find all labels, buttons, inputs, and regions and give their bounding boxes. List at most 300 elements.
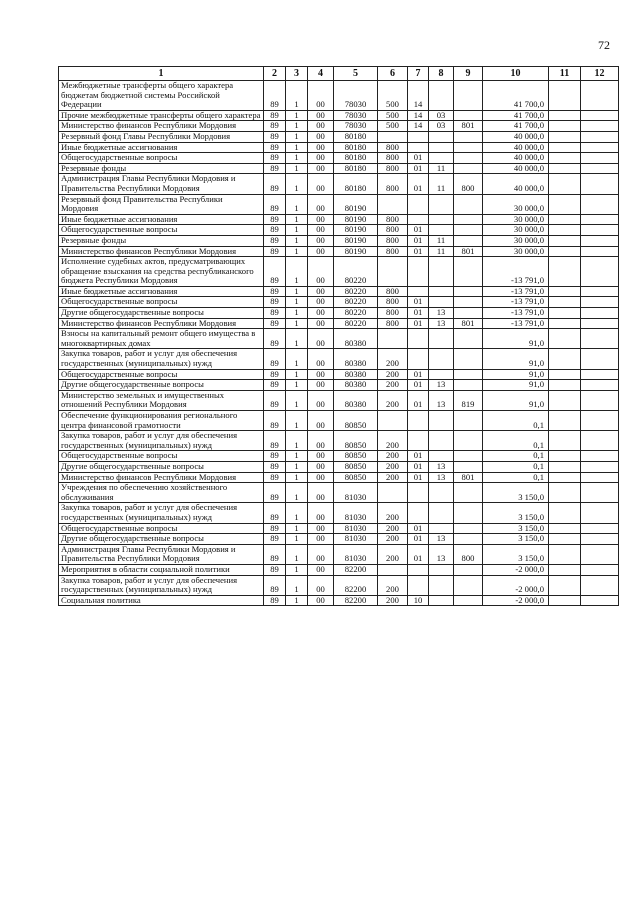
row-value-cell: [581, 380, 619, 391]
row-value-cell: 89: [264, 246, 286, 257]
table-row: [59, 390, 619, 410]
row-name-cell: Общегосударственные вопросы: [59, 297, 264, 308]
row-value-cell: [581, 575, 619, 595]
row-value-cell: 89: [264, 163, 286, 174]
row-value-cell: [549, 225, 581, 236]
row-name-cell: Резервный фонд Главы Республики Мордовия: [59, 131, 264, 142]
row-value-cell: 00: [308, 163, 334, 174]
row-value-cell: [454, 163, 483, 174]
row-value-cell: 1: [286, 380, 308, 391]
row-value-cell: 41 700,0: [483, 121, 549, 132]
row-value-cell: [408, 483, 429, 503]
row-value-cell: 00: [308, 153, 334, 164]
row-value-cell: [454, 380, 483, 391]
row-value-cell: 89: [264, 483, 286, 503]
row-value-cell: 800: [378, 174, 408, 194]
row-value-cell: 800: [454, 174, 483, 194]
row-value-cell: 01: [408, 225, 429, 236]
table-row: [59, 483, 619, 503]
row-value-cell: 00: [308, 461, 334, 472]
table-body: [59, 81, 619, 606]
row-value-cell: 01: [408, 308, 429, 319]
row-value-cell: [581, 142, 619, 153]
row-name-cell: Иные бюджетные ассигнования: [59, 142, 264, 153]
row-value-cell: 200: [378, 451, 408, 462]
row-value-cell: 41 700,0: [483, 110, 549, 121]
row-value-cell: 1: [286, 461, 308, 472]
row-value-cell: 00: [308, 349, 334, 369]
row-value-cell: 89: [264, 595, 286, 606]
row-value-cell: 80220: [334, 318, 378, 329]
row-value-cell: -13 791,0: [483, 318, 549, 329]
row-value-cell: [378, 329, 408, 349]
table-row: [59, 153, 619, 164]
row-name-cell: Общегосударственные вопросы: [59, 225, 264, 236]
row-value-cell: 200: [378, 472, 408, 483]
row-value-cell: 13: [429, 472, 454, 483]
row-value-cell: 89: [264, 349, 286, 369]
row-value-cell: 80180: [334, 153, 378, 164]
row-value-cell: [408, 286, 429, 297]
row-value-cell: [549, 575, 581, 595]
row-name-cell: Обеспечение функционирования регионального центра финансовой грамотности: [59, 411, 264, 431]
row-value-cell: [429, 595, 454, 606]
row-value-cell: [408, 131, 429, 142]
row-value-cell: 1: [286, 369, 308, 380]
row-value-cell: 89: [264, 472, 286, 483]
row-value-cell: 89: [264, 461, 286, 472]
row-value-cell: [429, 451, 454, 462]
row-value-cell: 80190: [334, 246, 378, 257]
row-value-cell: 82200: [334, 575, 378, 595]
row-name-cell: Администрация Главы Республики Мордовия и Правительства Республики Мордовия: [59, 174, 264, 194]
table-row: [59, 503, 619, 523]
row-value-cell: 1: [286, 523, 308, 534]
row-value-cell: 1: [286, 110, 308, 121]
row-value-cell: 40 000,0: [483, 153, 549, 164]
table-row: [59, 534, 619, 545]
row-value-cell: 00: [308, 380, 334, 391]
row-value-cell: [454, 153, 483, 164]
row-value-cell: 1: [286, 534, 308, 545]
row-value-cell: [429, 225, 454, 236]
row-value-cell: 80180: [334, 163, 378, 174]
row-name-cell: Другие общегосударственные вопросы: [59, 308, 264, 319]
row-value-cell: [454, 286, 483, 297]
row-value-cell: 800: [378, 246, 408, 257]
table-row: [59, 81, 619, 111]
row-value-cell: -13 791,0: [483, 308, 549, 319]
row-value-cell: 200: [378, 380, 408, 391]
row-value-cell: 89: [264, 286, 286, 297]
row-value-cell: 01: [408, 534, 429, 545]
row-name-cell: Министерство финансов Республики Мордовия: [59, 472, 264, 483]
row-value-cell: 13: [429, 544, 454, 564]
row-value-cell: [581, 369, 619, 380]
row-value-cell: [429, 483, 454, 503]
row-name-cell: Другие общегосударственные вопросы: [59, 534, 264, 545]
row-value-cell: 200: [378, 390, 408, 410]
row-value-cell: 1: [286, 163, 308, 174]
row-value-cell: [581, 483, 619, 503]
table-row: [59, 286, 619, 297]
row-value-cell: 00: [308, 329, 334, 349]
table-row: [59, 121, 619, 132]
row-value-cell: [454, 329, 483, 349]
row-value-cell: 89: [264, 544, 286, 564]
row-value-cell: 500: [378, 81, 408, 111]
table-row: [59, 595, 619, 606]
row-name-cell: Прочие межбюджетные трансферты общего характера: [59, 110, 264, 121]
row-name-cell: Мероприятия в области социальной политики: [59, 564, 264, 575]
row-value-cell: 1: [286, 472, 308, 483]
row-value-cell: [581, 163, 619, 174]
row-value-cell: 80190: [334, 235, 378, 246]
row-value-cell: 89: [264, 297, 286, 308]
row-value-cell: 89: [264, 235, 286, 246]
column-header: 10: [483, 67, 549, 81]
row-value-cell: [549, 451, 581, 462]
row-value-cell: 10: [408, 595, 429, 606]
row-value-cell: 800: [378, 153, 408, 164]
row-value-cell: [408, 329, 429, 349]
table-row: [59, 246, 619, 257]
row-value-cell: 89: [264, 121, 286, 132]
row-value-cell: 80220: [334, 297, 378, 308]
row-value-cell: [549, 297, 581, 308]
row-value-cell: 89: [264, 308, 286, 319]
row-value-cell: 1: [286, 153, 308, 164]
row-value-cell: 1: [286, 329, 308, 349]
row-value-cell: 14: [408, 121, 429, 132]
row-value-cell: 82200: [334, 595, 378, 606]
row-value-cell: 1: [286, 142, 308, 153]
row-value-cell: 0,1: [483, 431, 549, 451]
row-value-cell: [549, 390, 581, 410]
column-header: 12: [581, 67, 619, 81]
row-value-cell: 89: [264, 257, 286, 287]
row-name-cell: Общегосударственные вопросы: [59, 153, 264, 164]
row-value-cell: 1: [286, 131, 308, 142]
row-value-cell: [454, 483, 483, 503]
row-value-cell: 800: [378, 297, 408, 308]
row-value-cell: [549, 523, 581, 534]
row-value-cell: 80220: [334, 257, 378, 287]
row-value-cell: 1: [286, 174, 308, 194]
row-name-cell: Резервные фонды: [59, 235, 264, 246]
row-value-cell: [549, 153, 581, 164]
row-value-cell: 1: [286, 297, 308, 308]
row-value-cell: [549, 472, 581, 483]
row-value-cell: [549, 564, 581, 575]
row-value-cell: 91,0: [483, 369, 549, 380]
row-value-cell: 0,1: [483, 472, 549, 483]
row-value-cell: 00: [308, 451, 334, 462]
row-value-cell: 80850: [334, 431, 378, 451]
row-value-cell: [549, 503, 581, 523]
row-value-cell: 0,1: [483, 451, 549, 462]
row-value-cell: 801: [454, 121, 483, 132]
row-value-cell: 200: [378, 523, 408, 534]
row-value-cell: 01: [408, 380, 429, 391]
row-value-cell: [454, 349, 483, 369]
row-value-cell: 30 000,0: [483, 214, 549, 225]
row-value-cell: [454, 534, 483, 545]
row-value-cell: [581, 544, 619, 564]
row-value-cell: 0,1: [483, 411, 549, 431]
row-value-cell: 00: [308, 575, 334, 595]
row-name-cell: Общегосударственные вопросы: [59, 451, 264, 462]
row-value-cell: 00: [308, 503, 334, 523]
table-row: [59, 575, 619, 595]
row-name-cell: Другие общегосударственные вопросы: [59, 380, 264, 391]
row-value-cell: 78030: [334, 121, 378, 132]
row-value-cell: [429, 81, 454, 111]
row-value-cell: 800: [378, 318, 408, 329]
row-value-cell: [454, 257, 483, 287]
table-row: [59, 411, 619, 431]
row-value-cell: 41 700,0: [483, 81, 549, 111]
row-value-cell: [549, 308, 581, 319]
row-value-cell: 89: [264, 411, 286, 431]
row-value-cell: [581, 110, 619, 121]
row-value-cell: [454, 235, 483, 246]
table-row: [59, 235, 619, 246]
row-value-cell: [549, 369, 581, 380]
row-value-cell: 01: [408, 544, 429, 564]
table-row: [59, 214, 619, 225]
row-value-cell: [581, 81, 619, 111]
column-header: 6: [378, 67, 408, 81]
row-value-cell: -13 791,0: [483, 297, 549, 308]
row-value-cell: [378, 483, 408, 503]
row-value-cell: [581, 451, 619, 462]
row-value-cell: 89: [264, 142, 286, 153]
row-value-cell: 81030: [334, 523, 378, 534]
row-value-cell: [581, 595, 619, 606]
row-value-cell: 00: [308, 286, 334, 297]
row-value-cell: [454, 81, 483, 111]
row-value-cell: [408, 214, 429, 225]
row-value-cell: 00: [308, 214, 334, 225]
row-value-cell: 91,0: [483, 329, 549, 349]
table-row: [59, 431, 619, 451]
row-value-cell: 00: [308, 523, 334, 534]
row-value-cell: 89: [264, 174, 286, 194]
row-value-cell: [549, 349, 581, 369]
row-value-cell: 81030: [334, 483, 378, 503]
table-row: [59, 349, 619, 369]
row-value-cell: 200: [378, 503, 408, 523]
row-value-cell: 00: [308, 483, 334, 503]
row-name-cell: Взносы на капитальный ремонт общего имущества в многоквартирных домах: [59, 329, 264, 349]
row-value-cell: 01: [408, 318, 429, 329]
row-name-cell: Общегосударственные вопросы: [59, 523, 264, 534]
row-value-cell: 801: [454, 472, 483, 483]
table-row: [59, 472, 619, 483]
row-value-cell: 00: [308, 225, 334, 236]
row-name-cell: Закупка товаров, работ и услуг для обеспечения государственных (муниципальных) нужд: [59, 349, 264, 369]
row-value-cell: [454, 564, 483, 575]
row-value-cell: 200: [378, 431, 408, 451]
table-row: [59, 174, 619, 194]
row-value-cell: 500: [378, 121, 408, 132]
table-row: [59, 461, 619, 472]
row-value-cell: [581, 174, 619, 194]
row-value-cell: [429, 297, 454, 308]
row-value-cell: 80850: [334, 451, 378, 462]
row-value-cell: 01: [408, 246, 429, 257]
column-header: 4: [308, 67, 334, 81]
row-value-cell: 89: [264, 214, 286, 225]
row-value-cell: [581, 349, 619, 369]
row-value-cell: 1: [286, 575, 308, 595]
row-value-cell: 00: [308, 110, 334, 121]
row-value-cell: [581, 297, 619, 308]
column-header: 8: [429, 67, 454, 81]
row-value-cell: 1: [286, 451, 308, 462]
row-value-cell: [378, 257, 408, 287]
row-value-cell: 800: [378, 214, 408, 225]
row-value-cell: 11: [429, 163, 454, 174]
table-row: [59, 369, 619, 380]
row-value-cell: 01: [408, 163, 429, 174]
row-value-cell: 3 150,0: [483, 534, 549, 545]
row-value-cell: 80380: [334, 369, 378, 380]
row-value-cell: 89: [264, 194, 286, 214]
row-value-cell: 1: [286, 246, 308, 257]
row-value-cell: [581, 214, 619, 225]
column-header: 11: [549, 67, 581, 81]
row-value-cell: [549, 411, 581, 431]
row-value-cell: [581, 308, 619, 319]
row-value-cell: [549, 483, 581, 503]
row-value-cell: 1: [286, 257, 308, 287]
row-value-cell: 80380: [334, 380, 378, 391]
table-row: [59, 564, 619, 575]
table-row: [59, 131, 619, 142]
row-value-cell: [408, 257, 429, 287]
column-header: 1: [59, 67, 264, 81]
row-name-cell: Администрация Главы Республики Мордовия и Правительства Республики Мордовия: [59, 544, 264, 564]
row-value-cell: 13: [429, 461, 454, 472]
row-value-cell: 01: [408, 174, 429, 194]
row-value-cell: 200: [378, 595, 408, 606]
row-value-cell: [549, 380, 581, 391]
row-value-cell: -2 000,0: [483, 595, 549, 606]
table-header-row: [59, 67, 619, 81]
row-value-cell: 01: [408, 390, 429, 410]
row-value-cell: [581, 564, 619, 575]
row-value-cell: 14: [408, 81, 429, 111]
row-value-cell: [549, 534, 581, 545]
row-value-cell: 800: [378, 308, 408, 319]
row-value-cell: [378, 131, 408, 142]
row-value-cell: 3 150,0: [483, 483, 549, 503]
row-value-cell: 01: [408, 297, 429, 308]
row-value-cell: [581, 235, 619, 246]
row-name-cell: Межбюджетные трансферты общего характера бюджетам бюджетной системы Российской Федерации: [59, 81, 264, 111]
row-value-cell: [454, 297, 483, 308]
row-value-cell: 80380: [334, 390, 378, 410]
table-row: [59, 380, 619, 391]
row-value-cell: [549, 246, 581, 257]
row-value-cell: 30 000,0: [483, 235, 549, 246]
row-value-cell: 81030: [334, 544, 378, 564]
row-value-cell: [429, 411, 454, 431]
row-value-cell: [454, 194, 483, 214]
row-value-cell: 40 000,0: [483, 131, 549, 142]
row-value-cell: [581, 329, 619, 349]
budget-table: [58, 66, 619, 606]
row-value-cell: [581, 461, 619, 472]
row-value-cell: [581, 225, 619, 236]
row-value-cell: 00: [308, 297, 334, 308]
row-value-cell: [429, 131, 454, 142]
row-value-cell: [429, 349, 454, 369]
row-value-cell: 3 150,0: [483, 503, 549, 523]
row-value-cell: 800: [378, 235, 408, 246]
table-row: [59, 318, 619, 329]
table-row: [59, 308, 619, 319]
row-value-cell: [429, 257, 454, 287]
row-name-cell: Министерство земельных и имущественных отношений Республики Мордовия: [59, 390, 264, 410]
row-value-cell: [581, 246, 619, 257]
row-value-cell: [549, 329, 581, 349]
row-value-cell: 1: [286, 544, 308, 564]
row-value-cell: [581, 121, 619, 132]
row-name-cell: Социальная политика: [59, 595, 264, 606]
row-value-cell: 89: [264, 153, 286, 164]
table-row: [59, 523, 619, 534]
table-row: [59, 110, 619, 121]
row-value-cell: [549, 257, 581, 287]
row-value-cell: 800: [378, 142, 408, 153]
row-value-cell: [549, 235, 581, 246]
row-name-cell: Иные бюджетные ассигнования: [59, 286, 264, 297]
row-value-cell: [454, 214, 483, 225]
row-value-cell: [429, 564, 454, 575]
row-value-cell: 800: [378, 286, 408, 297]
row-value-cell: 00: [308, 318, 334, 329]
row-value-cell: [581, 534, 619, 545]
row-value-cell: 89: [264, 380, 286, 391]
row-name-cell: Иные бюджетные ассигнования: [59, 214, 264, 225]
row-value-cell: [454, 595, 483, 606]
row-value-cell: 819: [454, 390, 483, 410]
table-row: [59, 257, 619, 287]
row-value-cell: 1: [286, 564, 308, 575]
row-value-cell: 80180: [334, 142, 378, 153]
row-value-cell: 1: [286, 286, 308, 297]
row-value-cell: 01: [408, 523, 429, 534]
row-value-cell: 1: [286, 390, 308, 410]
row-value-cell: 200: [378, 461, 408, 472]
row-value-cell: 89: [264, 369, 286, 380]
row-value-cell: 78030: [334, 81, 378, 111]
row-value-cell: 11: [429, 235, 454, 246]
row-value-cell: [454, 461, 483, 472]
row-value-cell: [581, 257, 619, 287]
row-value-cell: [581, 390, 619, 410]
row-name-cell: Закупка товаров, работ и услуг для обеспечения государственных (муниципальных) нужд: [59, 575, 264, 595]
row-value-cell: 30 000,0: [483, 225, 549, 236]
row-value-cell: [429, 369, 454, 380]
row-value-cell: 200: [378, 534, 408, 545]
table-row: [59, 142, 619, 153]
row-value-cell: 13: [429, 390, 454, 410]
row-value-cell: 03: [429, 121, 454, 132]
